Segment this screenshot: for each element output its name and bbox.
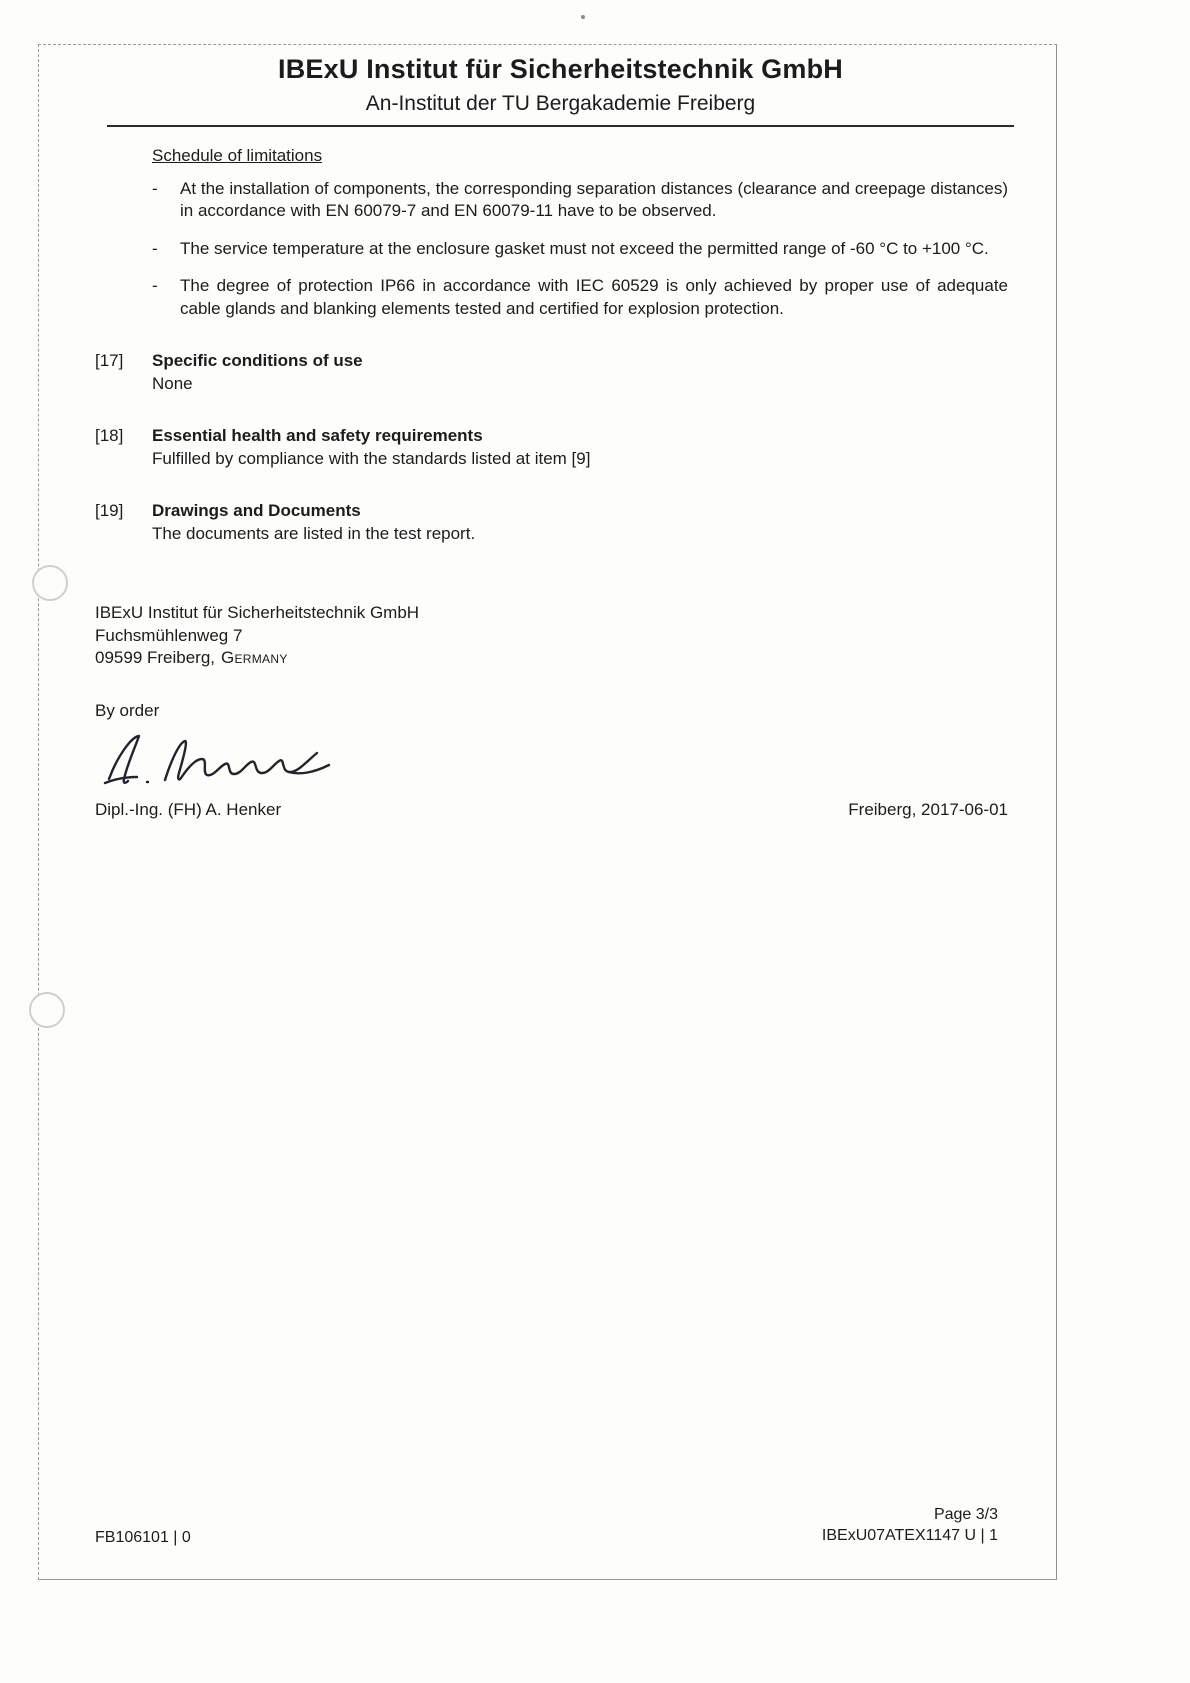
form-number: FB106101 | 0 [95,1529,191,1546]
address-line-1: IBExU Institut für Sicherheitstechnik GmbH [95,602,420,622]
numbered-sections [95,350,1008,546]
signatory-row [95,799,1008,821]
institute-subtitle: An-Institut der TU Bergakademie Freiberg [365,91,756,115]
by-order-label: By order [95,701,160,721]
section-title: Drawings and Documents [152,500,361,520]
limitation-text: At the installation of components, the corresponding separation distances (clearance and creepage distances) in accordance with EN 60079-7 and EN 60079-11 have to be observed. [180,178,1008,221]
address-line-2: Fuchsmühlenweg 7 [95,625,243,645]
signatory-name: Dipl.-Ing. (FH) A. Henker [95,799,282,819]
limitations-list [95,178,1008,320]
scan-artifact-dot [581,15,585,19]
address-line-3 [95,647,1008,670]
certificate-number: IBExU07ATEX1147 U | 1 [821,1527,998,1545]
page-number: Page 3/3 [933,1506,998,1524]
limitation-text: The service temperature at the enclosure gasket must not exceed the permitted range of -60 °C to +100 °C. [180,238,989,258]
address-country: Germany [220,648,288,668]
list-item [95,238,1008,260]
section-title: Specific conditions of use [152,350,363,370]
footer-right [822,1505,998,1547]
list-item [95,178,1008,223]
issuer-address [95,602,1008,671]
signature-stroke [103,729,333,791]
section-number: [19] [95,500,124,520]
section-17 [95,350,1008,396]
section-body: Fulfilled by compliance with the standards listed at item [9] [152,449,591,469]
document-header [107,52,1014,127]
section-number: [17] [95,350,124,370]
document-content [95,52,1008,821]
bullet-dash: - [152,178,158,198]
section-18 [95,425,1008,471]
section-title: Essential health and safety requirements [152,425,483,445]
handwritten-signature [103,729,1008,791]
section-number: [18] [95,425,124,445]
schedule-of-limitations-heading: Schedule of limitations [152,146,323,166]
bullet-dash: - [152,276,158,296]
hole-punch-bottom [29,992,65,1028]
place-date: Freiberg, 2017-06-01 [848,799,1008,819]
limitation-text: The degree of protection IP66 in accordance with IEC 60529 is only achieved by proper use of adequate cable glands and blanking elements tested and certified for explosion protection. [180,276,1008,318]
institute-title: IBExU Institut für Sicherheitstechnik GmbH [278,54,843,84]
section-body: None [152,374,193,394]
bullet-dash: - [152,238,158,258]
address-city: 09599 Freiberg, [95,648,216,668]
section-body: The documents are listed in the test report. [152,524,476,544]
list-item [95,275,1008,320]
section-19 [95,500,1008,546]
hole-punch-top [32,565,68,601]
